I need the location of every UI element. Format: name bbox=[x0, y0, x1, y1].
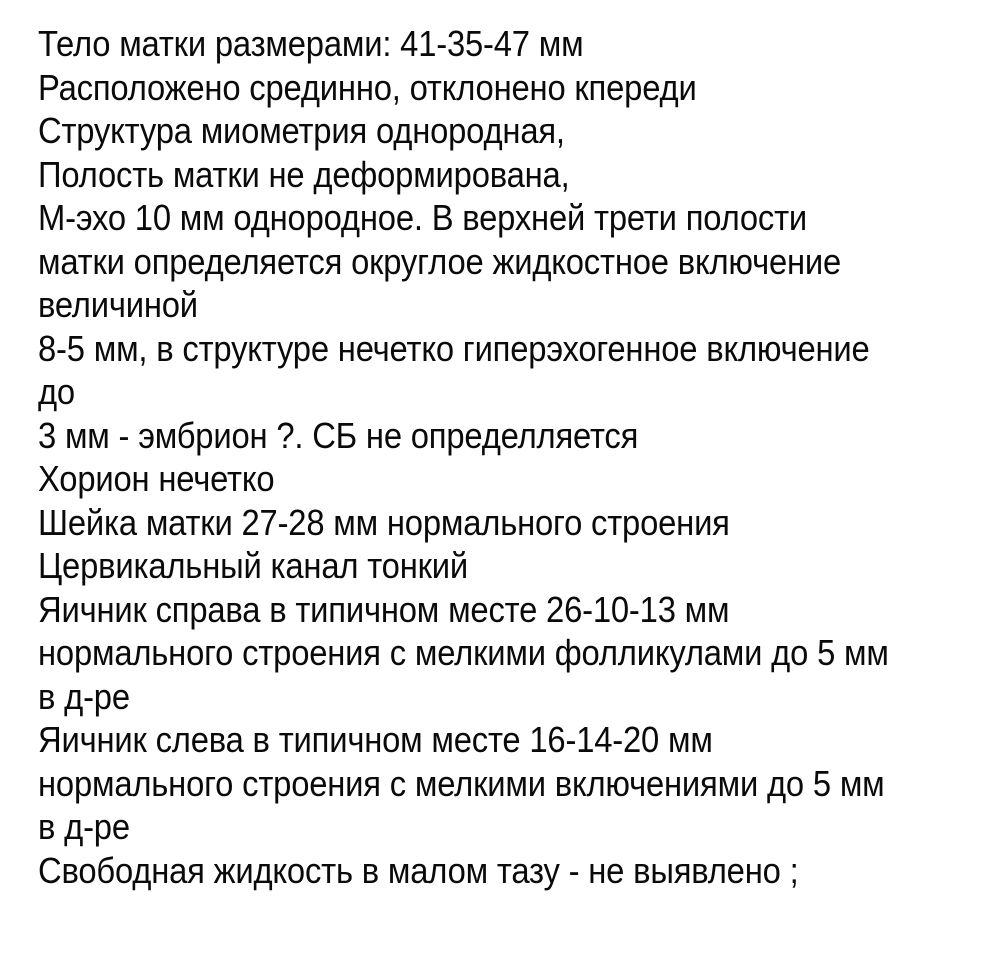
report-line: Расположено срединно, отклонено кпереди bbox=[38, 66, 697, 108]
report-line: Яичник справа в типичном месте 26-10-13 мм bbox=[38, 588, 730, 630]
report-line: Цервикальный канал тонкий bbox=[38, 545, 469, 586]
report-text-block bbox=[38, 22, 1000, 892]
report-line: М-эхо 10 мм однородное. В верхней трети полости bbox=[38, 197, 808, 238]
report-line: величиной bbox=[38, 284, 198, 325]
report-line: нормального строения с мелкими включениями до 5 мм bbox=[38, 762, 885, 804]
report-line: Тело матки размерами: 41-35-47 мм bbox=[38, 23, 584, 64]
report-line: 8-5 мм, в структуре нечетко гиперэхогенное включение bbox=[38, 327, 870, 369]
report-line: матки определяется округлое жидкостное включение bbox=[38, 240, 842, 282]
report-line: Структура миометрия однородная, bbox=[38, 110, 565, 151]
report-line: Яичник слева в типичном месте 16-14-20 мм bbox=[38, 719, 713, 760]
report-line: 3 мм - эмбрион ?. СБ не определляется bbox=[38, 414, 639, 456]
report-line: Свободная жидкость в малом тазу - не выявлено ; bbox=[38, 849, 799, 891]
report-line: в д-ре bbox=[38, 675, 130, 717]
report-line: Шейка матки 27-28 мм нормального строения bbox=[38, 501, 730, 543]
report-line: нормального строения с мелкими фолликулами до 5 мм bbox=[38, 632, 889, 673]
report-line: в д-ре bbox=[38, 806, 130, 847]
report-line: Хорион нечетко bbox=[38, 458, 275, 499]
report-line: до bbox=[38, 371, 75, 412]
report-line: Полость матки не деформирована, bbox=[38, 153, 570, 195]
